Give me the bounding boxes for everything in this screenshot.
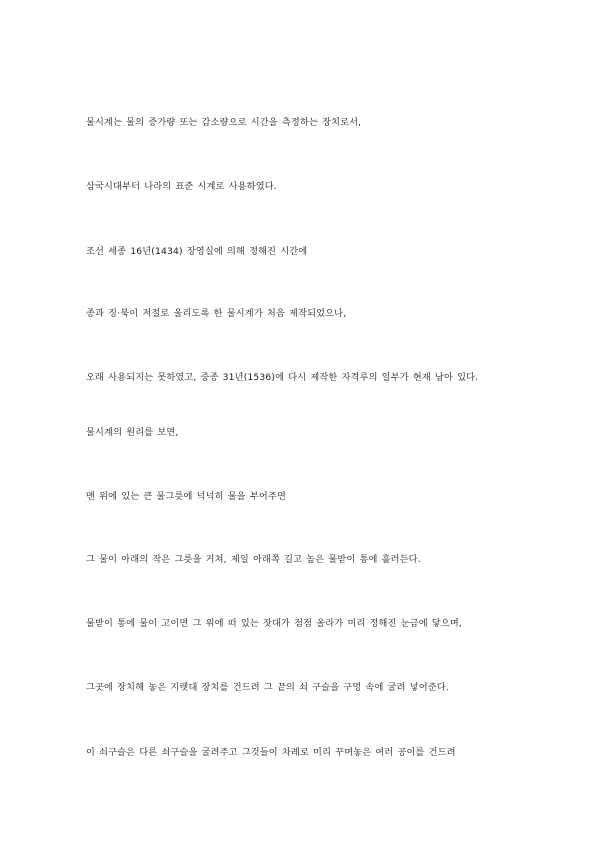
- text-line: 물시계의 원리를 보면,: [86, 427, 179, 439]
- text-line: 종과 징·북이 저절로 울리도록 한 물시계가 처음 제작되었으나,: [86, 308, 347, 320]
- text-line: 오래 사용되지는 못하였고, 중종 31년(1536)에 다시 제작한 자격루의 일부가 현재 남아 있다.: [86, 372, 479, 384]
- text-line: 맨 위에 있는 큰 물그릇에 넉넉히 물을 부어주면: [86, 491, 286, 503]
- text-line: 물시계는 물의 증가량 또는 감소량으로 시간을 측정하는 장치로서,: [86, 117, 362, 129]
- text-line: 조선 세종 16년(1434) 장영실에 의해 정해진 시간에: [86, 246, 308, 258]
- text-line: 이 쇠구슬은 다른 쇠구슬을 굴려주고 그것들이 차례로 미리 꾸며놓은 여러 공이를 건드려: [86, 747, 456, 759]
- text-line: 그곳에 장치해 놓은 지렛대 장치를 건드려 그 끝의 쇠 구슬을 구멍 속에 굴려 넣어준다.: [86, 682, 449, 694]
- text-line: 삼국시대부터 나라의 표준 시계로 사용하였다.: [86, 181, 277, 193]
- text-line: 물받이 통에 물이 고이면 그 위에 떠 있는 잣대가 점점 올라가 미리 정해진 눈금에 닿으며,: [86, 618, 462, 630]
- text-line: 그 물이 아래의 작은 그릇을 거쳐, 제일 아래쪽 길고 높은 물받이 통에 흘러든다.: [86, 554, 421, 566]
